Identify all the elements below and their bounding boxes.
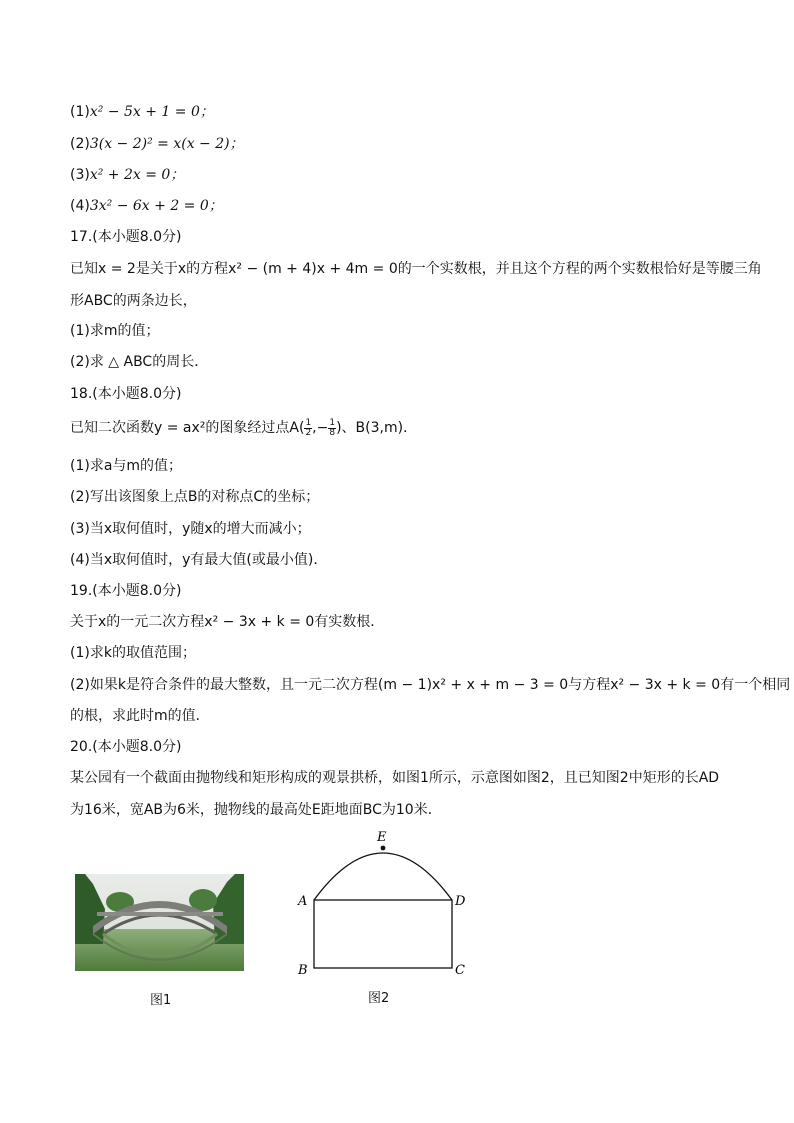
denominator: 2	[305, 427, 312, 438]
q19-sub1: (1)求k的取值范围；	[70, 645, 196, 661]
q17-sub1: (1)求m的值；	[70, 323, 160, 339]
bridge-diagram	[290, 826, 480, 986]
q18-sub4: (4)当x取何值时，y有最大值(或最小值)．	[70, 552, 328, 568]
q18-sub2: (2)写出该图象上点B的对称点C的坐标；	[70, 489, 320, 505]
numerator: 1	[329, 417, 336, 428]
q19-sub2-line1: (2)如果k是符合条件的最大整数，且一元二次方程(m − 1)x² + x + m − 3 = 0与方程x² − 3x + k = 0有一个相同	[70, 677, 791, 693]
q18-stem	[70, 418, 417, 438]
item-number: (3)	[70, 167, 90, 183]
q18-sub3: (3)当x取何值时，y随x的增大而减小；	[70, 521, 311, 537]
bridge-photo	[75, 874, 244, 971]
label-d: D	[455, 894, 466, 909]
stem-text: )、B(3,m)．	[336, 420, 418, 436]
fraction-one-eighth	[328, 419, 336, 438]
q17-header: 17.(本小题8.0分)	[70, 229, 182, 245]
denominator: 8	[329, 427, 336, 438]
item-number: (2)	[70, 136, 90, 152]
q18-header: 18.(本小题8.0分)	[70, 386, 182, 402]
q20-header: 20.(本小题8.0分)	[70, 739, 182, 755]
q17-stem-line1: 已知x = 2是关于x的方程x² − (m + 4)x + 4m = 0的一个实数根，并且这个方程的两个实数根恰好是等腰三角	[70, 261, 762, 277]
stem-text: 已知二次函数y = ax²的图象经过点A(	[70, 420, 305, 436]
equation: x² − 5x + 1 = 0；	[89, 104, 214, 120]
figure-1-caption: 图1	[150, 993, 172, 1008]
label-b: B	[298, 963, 308, 978]
label-e: E	[377, 830, 387, 845]
q17-sub2: (2)求 △ ABC的周长．	[70, 354, 209, 370]
separator: ,−	[312, 420, 329, 436]
q20-stem-line2: 为16米，宽AB为6米，抛物线的最高处E距地面BC为10米．	[70, 802, 442, 818]
q19-stem: 关于x的一元二次方程x² − 3x + k = 0有实数根．	[70, 614, 385, 630]
q17-stem-line2: 形ABC的两条边长，	[70, 293, 197, 309]
figure-2-caption: 图2	[368, 991, 390, 1006]
q18-sub1: (1)求a与m的值；	[70, 458, 183, 474]
numerator: 1	[305, 417, 312, 428]
label-c: C	[455, 963, 465, 978]
q16-item-2	[70, 134, 244, 154]
label-a: A	[298, 894, 308, 909]
q20-stem-line1: 某公园有一个截面由抛物线和矩形构成的观景拱桥，如图1所示，示意图如图2，且已知图2中矩形的长AD	[70, 770, 720, 786]
equation: 3x² − 6x + 2 = 0；	[89, 198, 223, 214]
item-number: (4)	[70, 198, 90, 214]
q16-item-4	[70, 196, 223, 216]
rectangle-abcd	[314, 900, 452, 968]
q16-item-3	[70, 165, 184, 185]
point-e	[381, 846, 386, 851]
fraction-one-half	[304, 419, 312, 438]
equation: 3(x − 2)² = x(x − 2)；	[89, 136, 244, 152]
item-number: (1)	[70, 104, 90, 120]
q19-sub2-line2: 的根，求此时m的值．	[70, 708, 210, 724]
q19-header: 19.(本小题8.0分)	[70, 583, 182, 599]
q16-item-1	[70, 102, 214, 122]
equation: x² + 2x = 0；	[89, 167, 185, 183]
parabola-arch	[314, 853, 452, 900]
